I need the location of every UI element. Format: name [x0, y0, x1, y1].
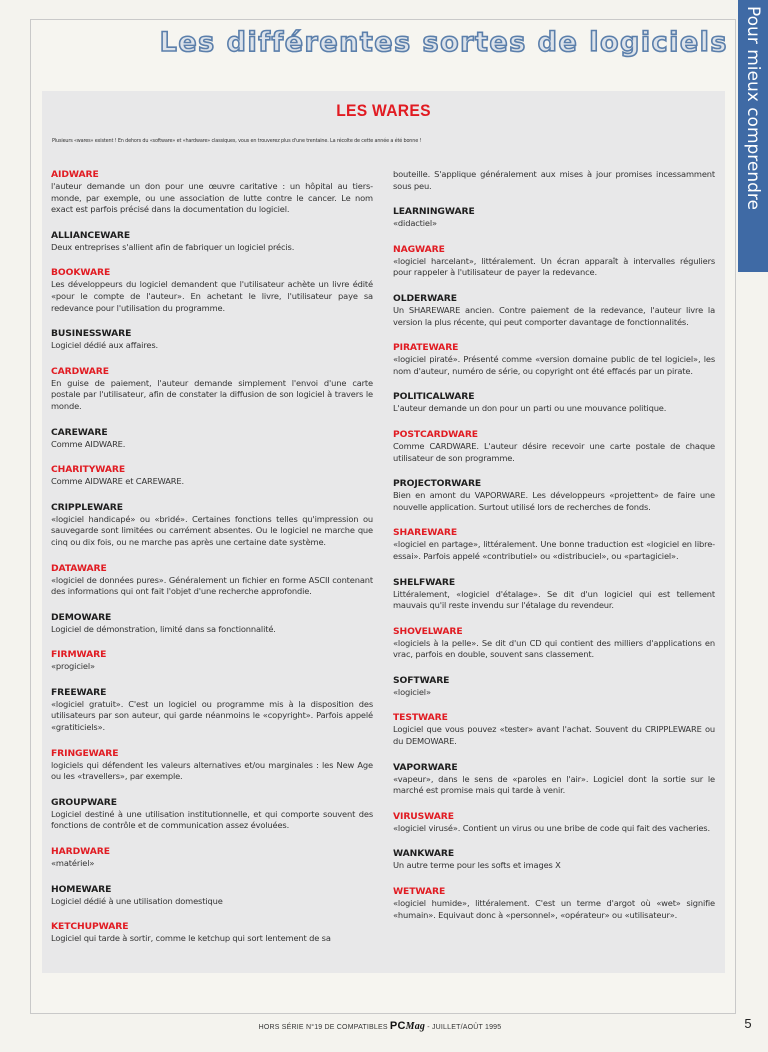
- left-column: [51, 169, 373, 959]
- right-column: [393, 169, 715, 935]
- footer-brand-pc: PC: [389, 1020, 406, 1032]
- glossary-definition: Comme AIDWARE.: [51, 438, 126, 449]
- glossary-term: OLDERWARE: [393, 292, 457, 304]
- glossary-definition: «logiciel harcelant», littéralement. Un écran apparaît à intervalles réguliers pour rappeler à l'utilisateur de payer la redevance.: [393, 255, 715, 278]
- page-number: 5: [744, 1016, 752, 1031]
- glossary-definition: «logiciel de données pures». Généralement un fichier en forme ASCII contenant des informations qui ont fait l'objet d'une recherche approfondie.: [51, 574, 373, 597]
- glossary-term: FIRMWARE: [51, 649, 107, 661]
- glossary-entry: [51, 427, 373, 451]
- glossary-definition: Un SHAREWARE ancien. Contre paiement de la redevance, l'auteur livre la version la plus récente, qui peut comporter davantage de fonctionnalités.: [393, 304, 715, 327]
- glossary-definition: Logiciel de démonstration, limité dans sa fonctionnalité.: [51, 623, 276, 634]
- glossary-entry: [393, 169, 715, 192]
- glossary-entry: [51, 366, 373, 413]
- glossary-definition: Deux entreprises s'allient afin de fabriquer un logiciel précis.: [51, 241, 295, 252]
- glossary-definition: Logiciel destiné à une utilisation institutionnelle, et qui comporte souvent des fonctions de contrôle et de communication assez évoluées.: [51, 808, 373, 831]
- glossary-term: PROJECTORWARE: [393, 478, 482, 490]
- glossary-entry: [51, 797, 373, 832]
- glossary-term: BUSINESSWARE: [51, 328, 132, 340]
- glossary-definition: Littéralement, «logiciel d'étalage». Se dit d'un logiciel qui est tellement mauvais qu'il reste invendu sur l'étalage du revendeur.: [393, 588, 715, 611]
- glossary-entry: [51, 328, 373, 352]
- glossary-definition: Comme CARDWARE. L'auteur désire recevoir une carte postale de chaque utilisateur de son programme.: [393, 440, 715, 463]
- glossary-term: FREEWARE: [51, 686, 107, 698]
- glossary-definition: Logiciel dédié à une utilisation domestique: [51, 895, 223, 906]
- glossary-definition: «logiciels à la pelle». Se dit d'un CD qui contient des milliers d'applications en vrac, parfois en double, souvent sans classement.: [393, 637, 715, 660]
- glossary-term: HARDWARE: [51, 846, 110, 858]
- glossary-term: POLITICALWARE: [393, 391, 475, 403]
- glossary-definition: Un autre terme pour les softs et images X: [393, 860, 561, 871]
- content-panel: [42, 91, 725, 973]
- glossary-entry: [51, 884, 373, 908]
- glossary-definition: «logiciel handicapé» ou «bridé». Certaines fonctions telles qu'impression ou sauvegarde sont limitées ou carrément absentes. Ou le logiciel ne marche que cinq ou dix fois, ou ne marche pas après une certaine date système.: [51, 513, 373, 547]
- glossary-definition: L'auteur demande un don pour un parti ou une mouvance politique.: [393, 403, 667, 414]
- glossary-term: WANKWARE: [393, 848, 455, 860]
- glossary-entry: [51, 563, 373, 598]
- glossary-definition: «logiciel piraté». Présenté comme «version domaine public de tel logiciel», les nom d'auteur, numéro de série, ou copyright ont été effacés par un pirate.: [393, 354, 715, 376]
- glossary-definition: En guise de paiement, l'auteur demande simplement l'envoi d'une carte postale par l'utilisateur, afin de constater la diffusion de son logiciel à travers le monde.: [51, 377, 373, 411]
- glossary-definition: Logiciel qui tarde à sortir, comme le ketchup qui sort lentement de sa: [51, 933, 331, 944]
- glossary-entry: [393, 244, 715, 279]
- glossary-entry: [393, 527, 715, 562]
- glossary-term: TESTWARE: [393, 712, 448, 724]
- glossary-term: CHARITYWARE: [51, 464, 126, 476]
- glossary-term: HOMEWARE: [51, 883, 112, 895]
- intro-paragraph: Plusieurs «wares» existent ! En dehors du «software» et «hardware» classiques, vous en trouverez plus d'une trentaine. La récolte de cette année a été bonne !: [52, 138, 422, 144]
- side-tab-label: Pour mieux comprendre: [743, 6, 763, 211]
- glossary-term: SOFTWARE: [393, 674, 450, 686]
- glossary-term: PIRATEWARE: [393, 342, 459, 354]
- glossary-entry: [51, 748, 373, 783]
- glossary-term: SHAREWARE: [393, 527, 458, 539]
- glossary-entry: [393, 342, 715, 377]
- glossary-term: SHOVELWARE: [393, 625, 463, 637]
- glossary-entry: [393, 886, 715, 921]
- glossary-entry: [51, 502, 373, 549]
- section-title: LES WARES: [336, 101, 431, 120]
- glossary-definition: bouteille. S'applique généralement aux mises à jour promises incessamment sous peu.: [393, 169, 715, 191]
- glossary-term: VAPORWARE: [393, 761, 458, 773]
- glossary-entry: [393, 206, 715, 230]
- glossary-entry: [393, 429, 715, 464]
- glossary-entry: [51, 649, 373, 673]
- glossary-entry: [51, 921, 373, 945]
- glossary-term: POSTCARDWARE: [393, 428, 478, 440]
- glossary-definition: «logiciel humide», littéralement. C'est un terme d'argot où «wet» signifie «humain». Equivaut donc à «personnel», «opérateur» ou «utilisateur».: [393, 898, 715, 920]
- glossary-entry: [393, 293, 715, 328]
- glossary-term: FRINGEWARE: [51, 747, 119, 759]
- glossary-definition: l'auteur demande un don pour une œuvre caritative : un hôpital au tiers-monde, par exemple, ou une association de lutte contre le cancer. Le nom exact est parfois précisé dans la documentation du logiciel.: [51, 181, 373, 215]
- glossary-definition: Logiciel que vous pouvez «tester» avant l'achat. Souvent du CRIPPLEWARE ou du DEMOWARE.: [393, 724, 715, 747]
- footer-prefix: HORS SÉRIE N°19 DE COMPATIBLES: [258, 1024, 388, 1031]
- glossary-term: DATAWARE: [51, 562, 107, 574]
- page-footer: [32, 1020, 728, 1032]
- glossary-entry: [393, 848, 715, 872]
- glossary-definition: «progiciel»: [51, 661, 95, 672]
- glossary-term: AIDWARE: [51, 169, 99, 180]
- glossary-definition: «didactiel»: [393, 218, 437, 229]
- glossary-definition: logiciels qui défendent les valeurs alternatives et/ou marginales : les New Age ou les «travellers», par exemple.: [51, 759, 373, 782]
- glossary-definition: Bien en amont du VAPORWARE. Les développeurs «projettent» de faire une nouvelle application. Surtout utilisé lors de recherches de fonds.: [393, 490, 715, 512]
- glossary-entry: [51, 687, 373, 734]
- glossary-term: SHELFWARE: [393, 576, 455, 588]
- glossary-entry: [393, 675, 715, 699]
- glossary-entry: [51, 169, 373, 216]
- glossary-term: CRIPPLEWARE: [51, 501, 123, 513]
- glossary-term: GROUPWARE: [51, 796, 117, 808]
- glossary-term: CARDWARE: [51, 365, 109, 377]
- glossary-entry: [393, 811, 715, 835]
- glossary-term: KETCHUPWARE: [51, 921, 129, 933]
- glossary-definition: «logiciel gratuit». C'est un logiciel ou programme mis à la disposition des utilisateurs par son auteur, qui garde néanmoins le «copyright». Parfois appelé «gratiticiels».: [51, 698, 373, 733]
- glossary-entry: [393, 712, 715, 747]
- glossary-term: DEMOWARE: [51, 611, 112, 623]
- glossary-entry: [51, 267, 373, 314]
- page-header-title: Les différentes sortes de logiciels: [159, 27, 728, 58]
- footer-brand-mag: Mag: [405, 1021, 426, 1032]
- glossary-entry: [51, 464, 373, 488]
- glossary-entry: [393, 577, 715, 612]
- glossary-entry: [51, 612, 373, 636]
- glossary-definition: Comme AIDWARE et CAREWARE.: [51, 476, 184, 487]
- footer-suffix: - JUILLET/AOÛT 1995: [427, 1024, 502, 1031]
- glossary-term: VIRUSWARE: [393, 810, 454, 822]
- glossary-definition: «vapeur», dans le sens de «paroles en l'air». Logiciel dont la sortie sur le marché est promise mais qui tarde à venir.: [393, 773, 715, 796]
- glossary-definition: Logiciel dédié aux affaires.: [51, 340, 159, 351]
- glossary-entry: [393, 626, 715, 661]
- side-tab: [738, 0, 768, 272]
- glossary-entry: [51, 230, 373, 254]
- glossary-term: WETWARE: [393, 886, 446, 898]
- glossary-definition: «logiciel virusé». Contient un virus ou une bribe de code qui fait des vacheries.: [393, 822, 710, 833]
- glossary-definition: «matériel»: [51, 858, 95, 869]
- glossary-term: NAGWARE: [393, 243, 445, 255]
- glossary-entry: [393, 478, 715, 513]
- glossary-definition: «logiciel en partage», littéralement. Une bonne traduction est «logiciel en libre-essai». Parfois appelé «contributiel» ou «distribuciel», ou «partagiciel».: [393, 539, 715, 561]
- glossary-term: LEARNINGWARE: [393, 206, 475, 218]
- glossary-term: CAREWARE: [51, 426, 108, 438]
- glossary-definition: «logiciel»: [393, 686, 431, 697]
- glossary-entry: [51, 846, 373, 870]
- glossary-entry: [393, 391, 715, 415]
- glossary-entry: [393, 762, 715, 797]
- glossary-term: ALLIANCEWARE: [51, 229, 131, 241]
- glossary-definition: Les développeurs du logiciel demandent que l'utilisateur achète un livre édité «pour le compte de l'auteur». En achetant le livre, l'utilisateur paye sa redevance pour l'utilisation du programme.: [51, 279, 373, 313]
- glossary-term: BOOKWARE: [51, 267, 111, 279]
